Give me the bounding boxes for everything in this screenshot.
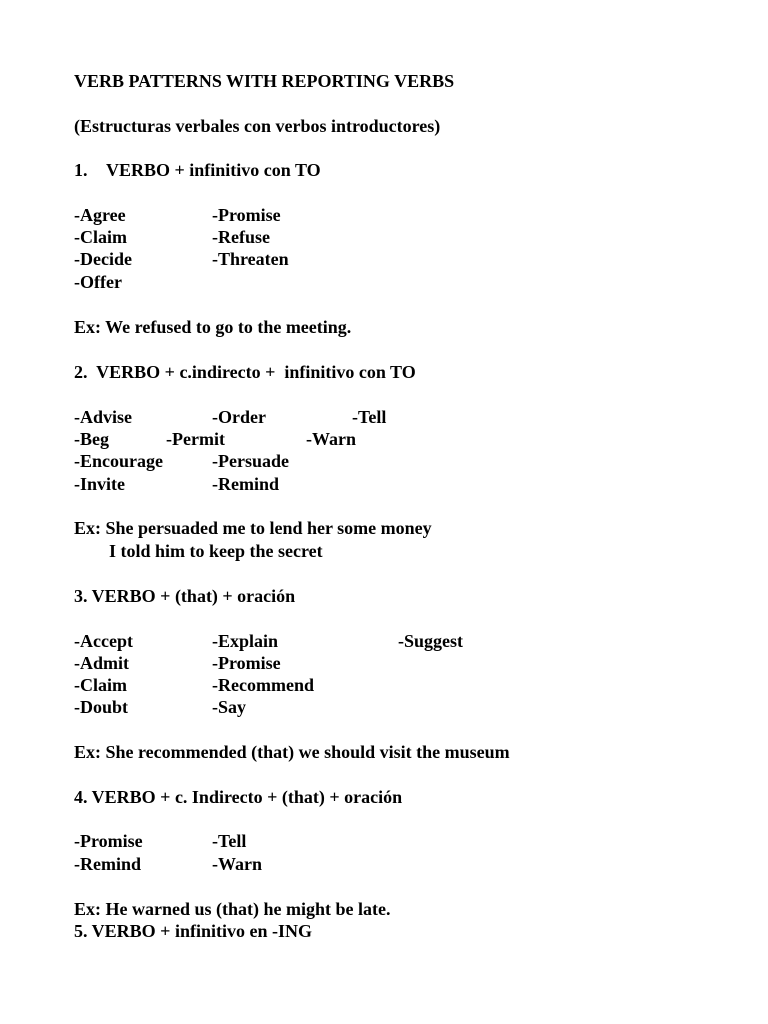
section1-example: Ex: We refused to go to the meeting. bbox=[74, 317, 352, 337]
section1-heading: VERBO + infinitivo con TO bbox=[106, 160, 321, 180]
section4-example: Ex: He warned us (that) he might be late. bbox=[74, 899, 391, 919]
verb-item: -Remind bbox=[212, 474, 279, 494]
verb-item: -Encourage bbox=[74, 451, 163, 471]
verb-item: -Tell bbox=[352, 407, 387, 427]
verb-item: -Refuse bbox=[212, 227, 270, 247]
verb-item: -Warn bbox=[212, 854, 263, 874]
section4-heading: 4. VERBO + c. Indirecto + (that) + oración bbox=[74, 787, 403, 807]
verb-item: -Say bbox=[212, 697, 247, 717]
section5-heading: 5. VERBO + infinitivo en -ING bbox=[74, 921, 312, 941]
verb-item: -Promise bbox=[74, 831, 143, 851]
verb-item: -Tell bbox=[212, 831, 247, 851]
verb-item: -Invite bbox=[74, 474, 125, 494]
verb-item: -Order bbox=[212, 407, 266, 427]
verb-item: -Promise bbox=[212, 653, 281, 673]
verb-item: -Claim bbox=[74, 675, 127, 695]
verb-item: -Accept bbox=[74, 631, 133, 651]
section2-example: Ex: She persuaded me to lend her some money bbox=[74, 518, 432, 538]
document-subtitle: (Estructuras verbales con verbos introductores) bbox=[74, 116, 441, 136]
verb-item: -Doubt bbox=[74, 697, 129, 717]
verb-item: -Offer bbox=[74, 272, 122, 292]
verb-item: -Claim bbox=[74, 227, 127, 247]
verb-item: -Threaten bbox=[212, 249, 289, 269]
document-title: VERB PATTERNS WITH REPORTING VERBS bbox=[74, 71, 455, 91]
verb-item: -Explain bbox=[212, 631, 279, 651]
section1-number: 1. bbox=[74, 160, 88, 180]
verb-item: -Beg bbox=[74, 429, 109, 449]
section2-example-continued: I told him to keep the secret bbox=[109, 541, 323, 561]
verb-item: -Persuade bbox=[212, 451, 289, 471]
section3-example: Ex: She recommended (that) we should visit the museum bbox=[74, 742, 510, 762]
verb-item: -Advise bbox=[74, 407, 132, 427]
section3-heading: 3. VERBO + (that) + oración bbox=[74, 586, 296, 606]
verb-item: -Warn bbox=[306, 429, 357, 449]
verb-item: -Suggest bbox=[398, 631, 464, 651]
verb-item: -Decide bbox=[74, 249, 132, 269]
verb-item: -Admit bbox=[74, 653, 129, 673]
verb-item: -Remind bbox=[74, 854, 141, 874]
verb-item: -Agree bbox=[74, 205, 126, 225]
section2-heading: 2. VERBO + c.indirecto + infinitivo con TO bbox=[74, 362, 416, 382]
verb-item: -Permit bbox=[166, 429, 225, 449]
verb-item: -Promise bbox=[212, 205, 281, 225]
verb-item: -Recommend bbox=[212, 675, 314, 695]
